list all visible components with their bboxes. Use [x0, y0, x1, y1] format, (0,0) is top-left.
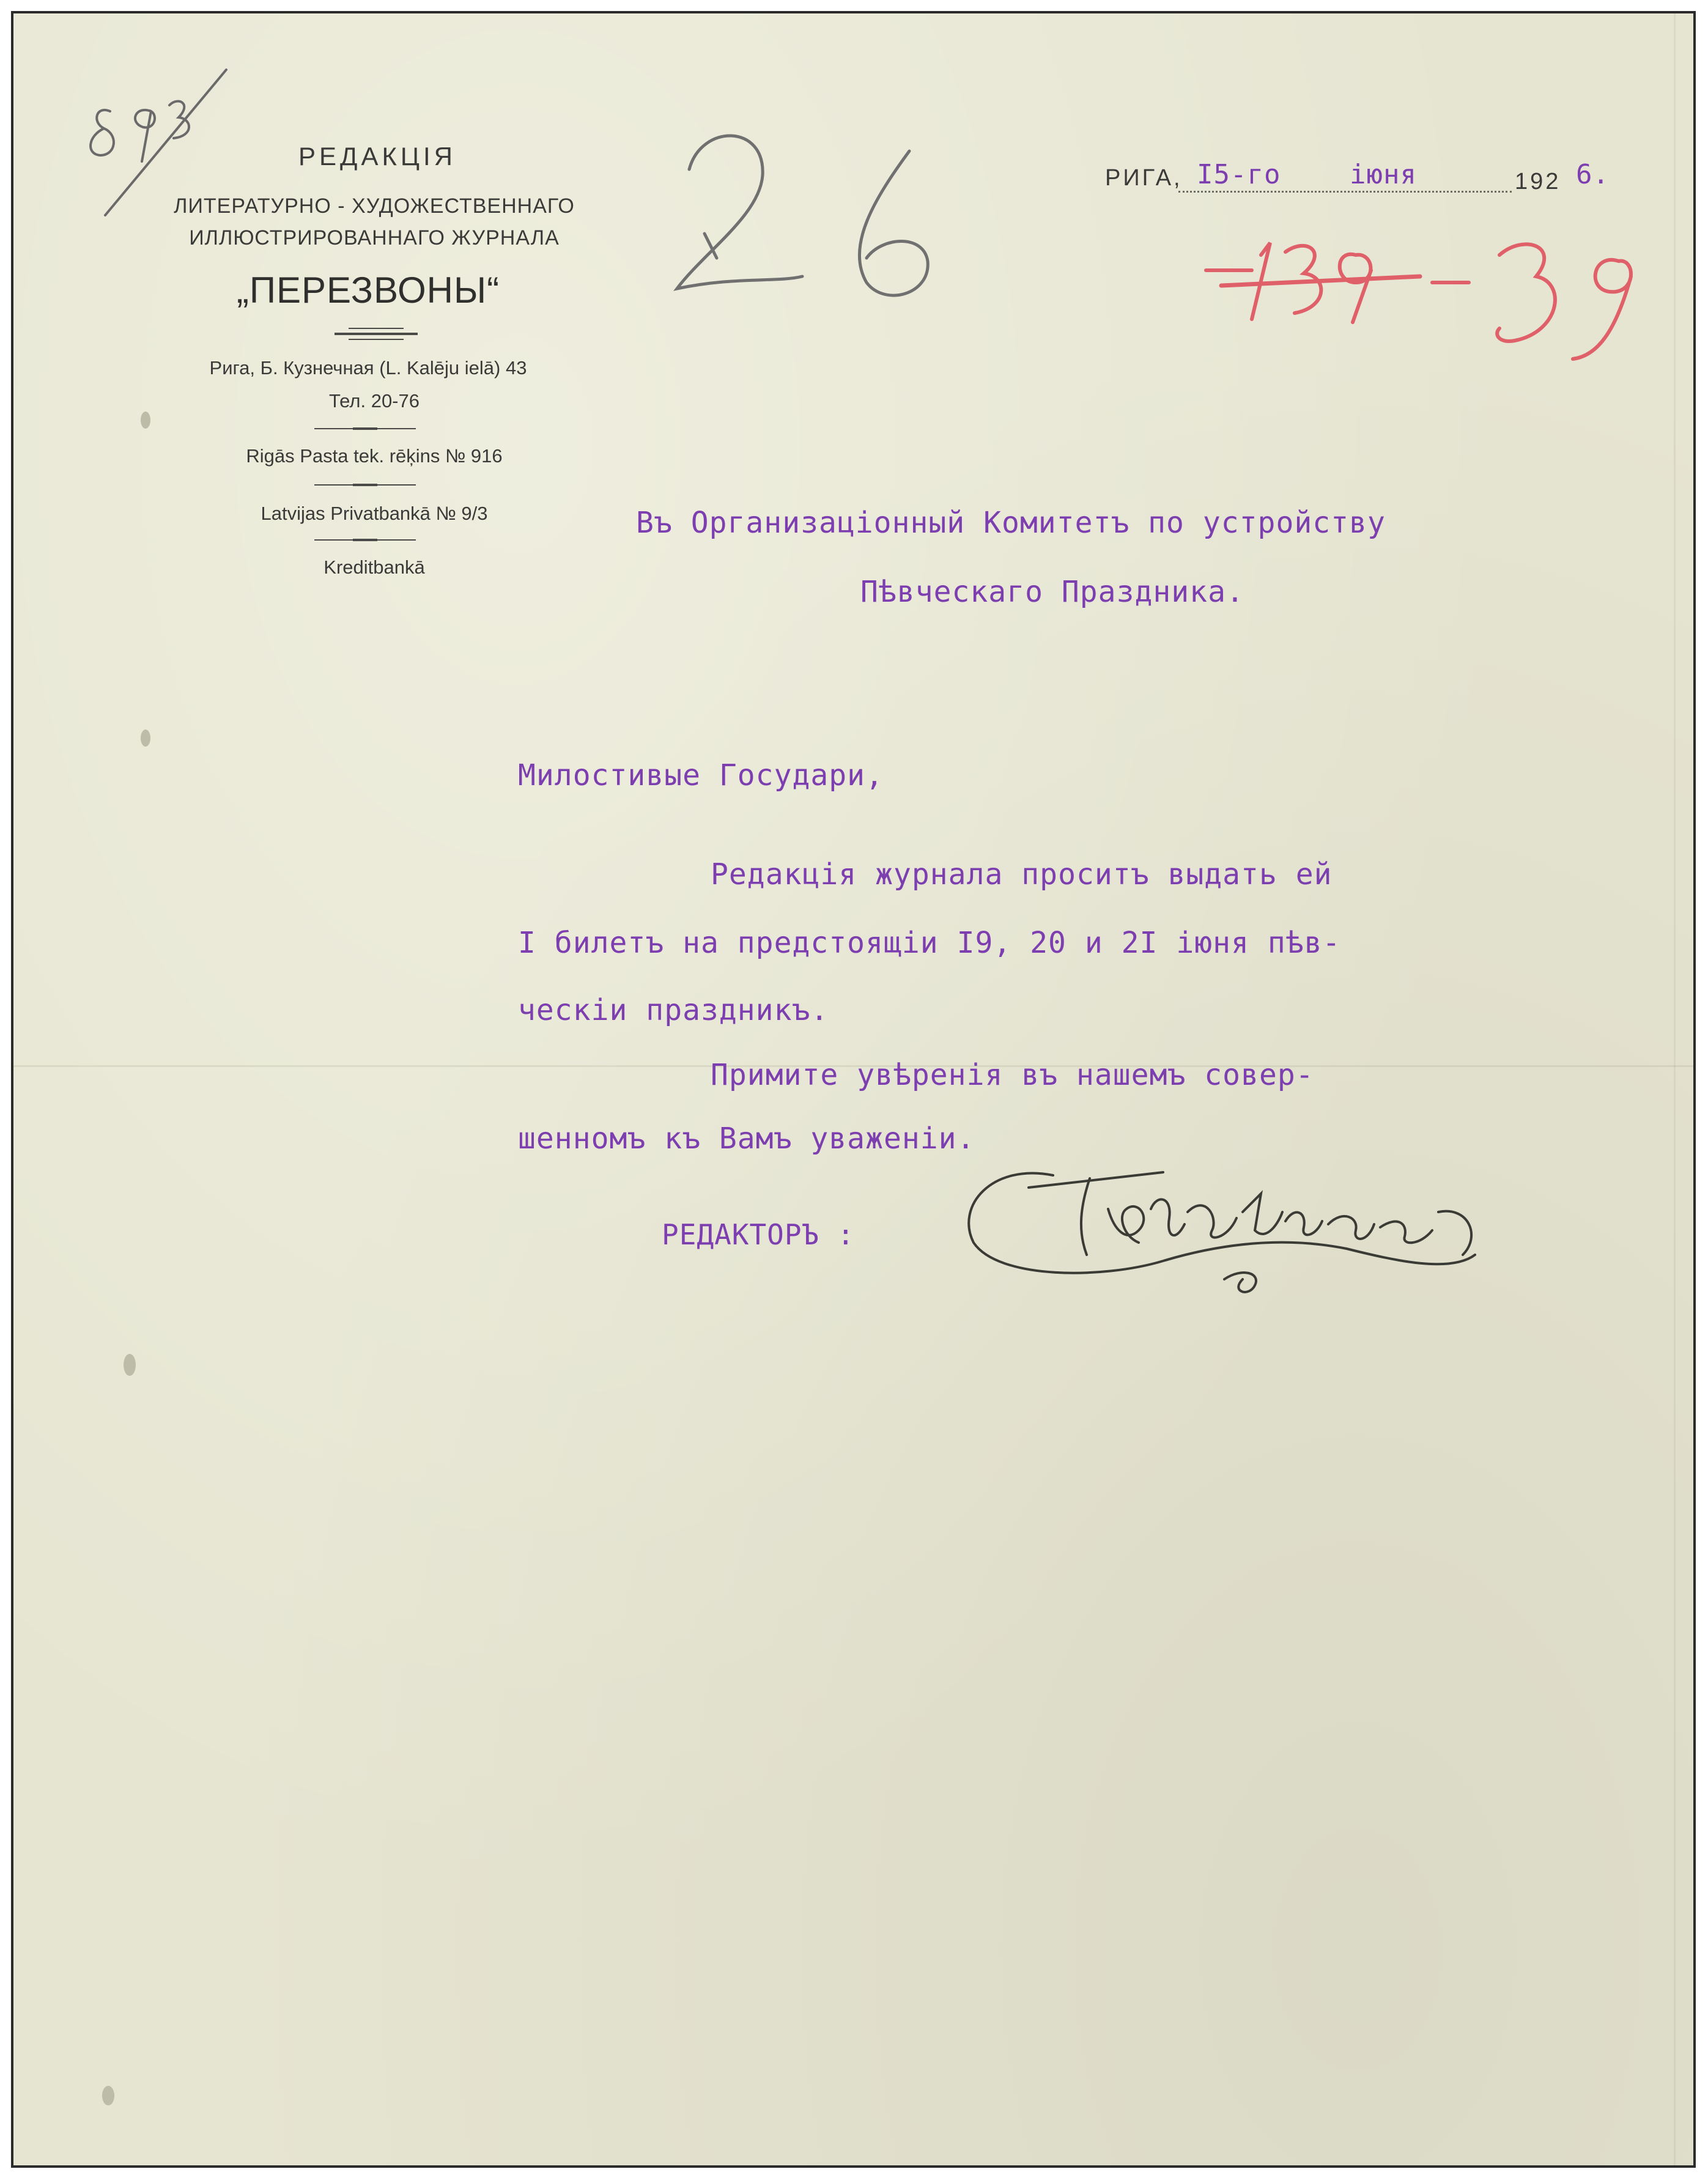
punch-marks [102, 412, 150, 2105]
date-year-suffix: 6. [1576, 159, 1610, 190]
recipient-line-2: Пѣвческаго Праздника. [860, 575, 1244, 609]
body-line-5: шенномъ къ Вамъ уваженіи. [518, 1121, 975, 1156]
date-year-prefix: 192 [1515, 169, 1561, 194]
handwriting-layer [13, 13, 1693, 2165]
journal-name: „ПЕРЕЗВОНЫ“ [236, 270, 500, 311]
corner-pencil-note [91, 70, 226, 215]
editor-signature [969, 1172, 1475, 1292]
letterhead-phone: Тел. 20-76 [328, 390, 420, 412]
recipient-line-1: Въ Организаціонный Комитетъ по устройству [636, 506, 1386, 540]
document-frame [11, 11, 1696, 2168]
pencil-note [677, 136, 928, 295]
letterhead-subtitle-1: ЛИТЕРАТУРНО - ХУДОЖЕСТВЕННАГО [174, 194, 575, 218]
letterhead-postal-account: Rigās Pasta tek. rēķins № 916 [246, 445, 503, 467]
letterhead-bank-2: Kreditbankā [323, 556, 425, 578]
signature-label: РЕДАКТОРЪ : [662, 1218, 855, 1251]
date-month: іюня [1350, 159, 1417, 190]
letterhead-address: Рига, Б. Кузнечная (L. Kalēju ielā) 43 [209, 357, 527, 379]
letterhead-redaktsia: РЕДАКЦІЯ [298, 142, 457, 171]
date-day: I5-го [1197, 159, 1281, 190]
body-line-1: Редакція журнала проситъ выдать ей [711, 857, 1333, 892]
salutation: Милостивые Государи, [518, 758, 884, 793]
red-pencil-number [1206, 243, 1631, 359]
body-line-4: Примите увѣренія въ нашемъ совер- [711, 1058, 1314, 1092]
letterhead-subtitle-2: ИЛЛЮСТРИРОВАННАГО ЖУРНАЛА [189, 226, 560, 249]
letterhead-bank-1: Latvijas Privatbankā № 9/3 [261, 503, 488, 524]
body-line-3: ческіи праздникъ. [518, 993, 829, 1027]
date-city-label: РИГА, [1105, 165, 1183, 191]
body-line-2: I билетъ на предстоящіи I9, 20 и 2I іюня пѣв- [518, 926, 1341, 960]
